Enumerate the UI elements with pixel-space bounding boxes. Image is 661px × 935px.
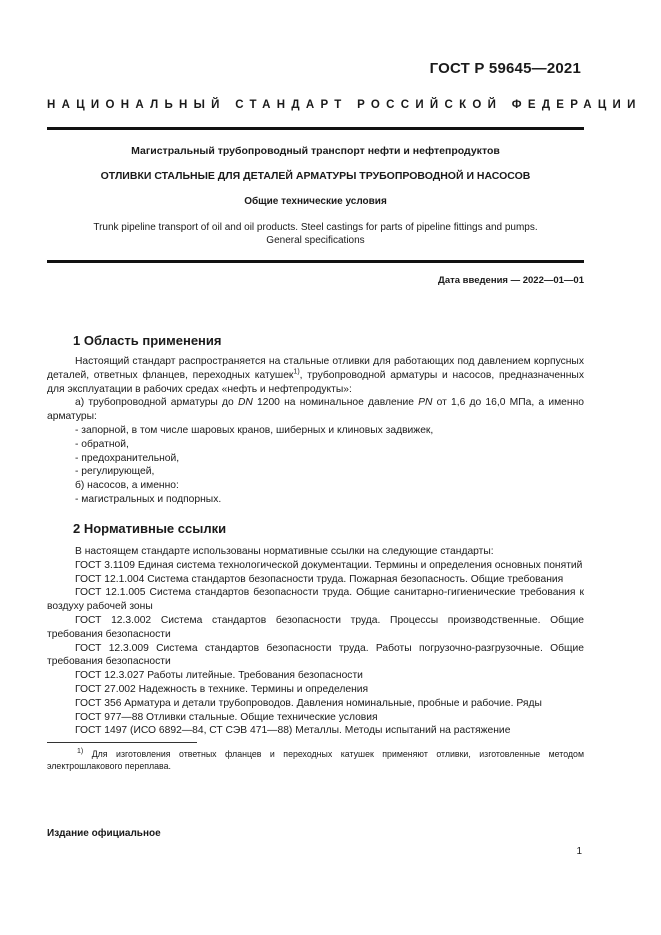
item-a: а) трубопроводной арматуры до DN 1200 на номинальное давление PN от 1,6 до 16,0 МПа, а именно арматуры: <box>47 397 584 423</box>
english-title <box>47 221 584 247</box>
item-b: б) насосов, а именно: <box>75 480 179 492</box>
reference-item: ГОСТ 3.1109 Единая система технологической документации. Термины и определения основных понятий <box>75 559 583 571</box>
list-item: - предохранительной, <box>75 452 180 464</box>
footnote-divider <box>47 742 197 743</box>
sector-title: Магистральный трубопроводный транспорт нефти и нефтепродуктов <box>131 145 500 157</box>
reference-item: ГОСТ 977—88 Отливки стальные. Общие технические условия <box>75 711 378 723</box>
list-item: - запорной, в том числе шаровых кранов, шиберных и клиновых задвижек, <box>75 424 434 436</box>
reference-item: ГОСТ 12.1.005 Система стандартов безопасности труда. Общие санитарно-гигиенические требования к воздуху рабочей зоны <box>47 587 584 613</box>
section-1-body <box>47 355 584 507</box>
standard-subtitle: Общие технические условия <box>244 196 387 207</box>
standard-title: ОТЛИВКИ СТАЛЬНЫЕ ДЛЯ ДЕТАЛЕЙ АРМАТУРЫ ТРУБОПРОВОДНОЙ И НАСОСОВ <box>100 170 531 182</box>
header-divider <box>47 127 584 130</box>
intro-date: Дата введения — 2022—01—01 <box>438 275 584 286</box>
reference-item: ГОСТ 356 Арматура и детали трубопроводов. Давления номинальные, пробные и рабочие. Ряды <box>75 697 542 709</box>
title-divider <box>47 260 584 263</box>
reference-item: ГОСТ 12.3.002 Система стандартов безопасности труда. Процессы производственные. Общие требования безопасности <box>47 614 584 640</box>
national-standard-banner: НАЦИОНАЛЬНЫЙ СТАНДАРТ РОССИЙСКОЙ ФЕДЕРАЦИИ <box>47 99 642 111</box>
document-number: ГОСТ Р 59645—2021 <box>429 60 581 77</box>
footnote: $^{1)}$ Для изготовления ответных фланцев и переходных катушек применяют отливки, изготовленные методом электрошлакового переплава. <box>47 748 584 771</box>
page-number: 1 <box>576 846 582 857</box>
section-2-intro: В настоящем стандарте использованы нормативные ссылки на следующие стандарты: <box>75 546 494 557</box>
footnote-marker: 1) <box>77 748 84 756</box>
reference-item: ГОСТ 12.1.004 Система стандартов безопасности труда. Пожарная безопасность. Общие требования <box>75 573 564 585</box>
reference-item: ГОСТ 1497 (ИСО 6892—84, СТ СЭВ 471—88) Металлы. Методы испытаний на растяжение <box>75 725 511 737</box>
list-item: - магистральных и подпорных. <box>75 493 222 505</box>
reference-item: ГОСТ 12.3.027 Работы литейные. Требования безопасности <box>75 670 363 682</box>
reference-item: ГОСТ 12.3.009 Система стандартов безопасности труда. Работы погрузочно-разгрузочные. Общие требования безопасности <box>47 642 584 668</box>
list-item: - обратной, <box>75 438 129 450</box>
english-title-line-2: General specifications <box>266 235 365 246</box>
official-edition-label: Издание официальное <box>47 828 161 839</box>
section-2-heading: 2 Нормативные ссылки <box>73 521 227 536</box>
section-1-heading: 1 Область применения <box>73 333 222 348</box>
section-1-paragraph: Настоящий стандарт распространяется на стальные отливки для работающих под давлением корпусных деталей, ответных фланцев, переходных катушек$^{1)}$, трубопроводной арматуры и насосов, предназначенных для эксплуатации в рабочих средах «нефть и нефтепродукты»: <box>47 356 584 395</box>
section-2-body <box>47 545 584 738</box>
list-item: - регулирующей, <box>75 466 155 478</box>
english-title-line-1: Trunk pipeline transport of oil and oil products. Steel castings for parts of pipeline fittings and pumps. <box>93 222 538 233</box>
footnote-ref: 1) <box>293 368 300 376</box>
reference-item: ГОСТ 27.002 Надежность в технике. Термины и определения <box>75 683 369 695</box>
